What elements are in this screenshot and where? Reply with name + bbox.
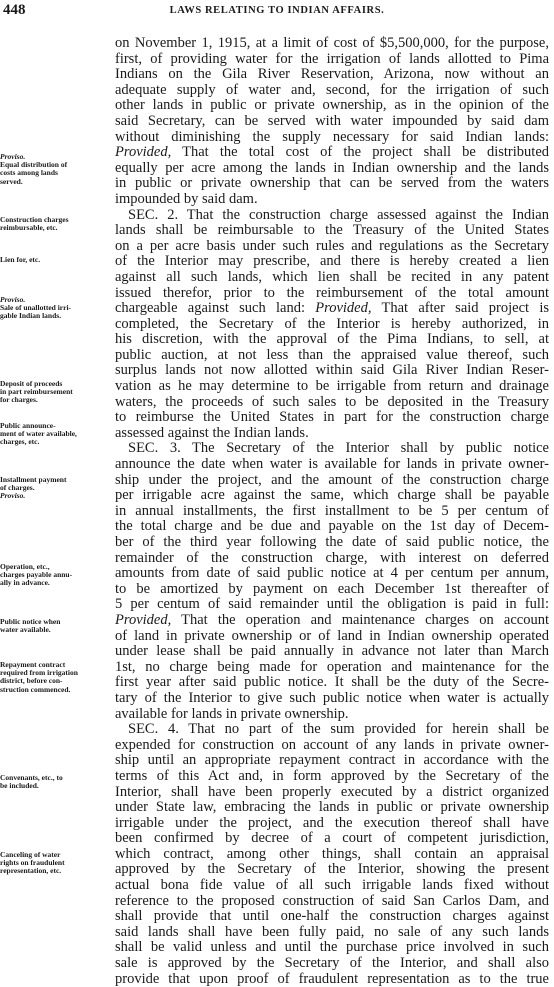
body-line: Provided, That the operation and maintenance charges on account <box>115 612 549 628</box>
body-line: his discretion, with the approval of the Pima Indians, to sell, at <box>115 332 549 348</box>
margin-note <box>0 380 112 405</box>
body-line: tary of the Interior to give such public notice when water is actually <box>115 690 549 706</box>
body-line: SEC. 3. The Secretary of the Interior shall by public notice <box>128 441 549 457</box>
margin-note-line: district, before con- <box>0 676 63 686</box>
margin-note-line: charges payable annu- <box>0 570 73 580</box>
body-line: remainder of the construction charge, with interest on deferred <box>115 550 549 566</box>
body-line: surplus lands not now allotted within said Gila River Indian Reser- <box>115 363 549 379</box>
body-line: actual bona fide value of all such irrigable lands fixed without <box>115 878 549 894</box>
body-line: to be amortized by payment on each December 1st thereafter of <box>115 581 549 597</box>
body-line: public auction, at not less than the appraised value thereof, such <box>115 347 549 363</box>
body-line: approved by the Secretary of the Interior, showing the present <box>115 862 549 878</box>
body-line: Provided, That the total cost of the project shall be distributed <box>115 145 549 161</box>
body-line: SEC. 2. That the construction charge assessed against the Indian <box>128 207 549 223</box>
page-number: 448 <box>3 2 26 18</box>
body-line: ship until an appropriate repayment contract in accordance with the <box>115 753 549 769</box>
body-line: adequate supply of water and, second, for the irrigation of such <box>115 82 549 98</box>
body-line: of the Interior may prescribe, and there is hereby created a lien <box>115 254 549 270</box>
margin-note-line: gable Indian lands. <box>0 311 62 321</box>
margin-note-line: ment of water available, <box>0 429 77 439</box>
body-line: vation as he may determine to be irrigable from return and drainage <box>115 379 549 395</box>
margin-note-line: of charges. <box>0 483 35 493</box>
body-line: against all such lands, which lien shall be recited in any patent <box>115 269 549 285</box>
margin-note-line: rights on fraudulent <box>0 858 65 868</box>
body-line: per irrigable acre against the same, which charge shall be payable <box>115 488 549 504</box>
margin-note-line: required from irrigation <box>0 668 78 678</box>
margin-note-line: ally in advance. <box>0 578 50 588</box>
margin-note <box>0 296 112 321</box>
margin-note-line: Public announce- <box>0 421 56 430</box>
margin-note <box>0 256 112 264</box>
body-line: amounts from date of said public notice at 4 per centum per annum, <box>115 566 549 582</box>
margin-note-line: Canceling of water <box>0 850 61 859</box>
body-line: issued therefor, prior to the reimbursement of the total amount <box>115 285 549 301</box>
margin-note <box>0 216 112 232</box>
margin-note <box>0 851 112 876</box>
body-line: 1st, no charge being made for operation and maintenance for the <box>115 659 549 675</box>
body-line: impounded by said dam. <box>115 191 258 207</box>
body-line: which contract, among other things, shall contain an appraisal <box>115 846 549 862</box>
body-line: first year after said public notice. It shall be the duty of the Secre- <box>115 675 549 691</box>
body-line: Indians on the Gila River Reservation, Arizona, now without an <box>115 67 549 83</box>
body-line: completed, the Secretary of the Interior is hereby authorized, in <box>115 316 549 332</box>
body-line: under lease shall be paid annually in advance not later than March <box>115 644 549 660</box>
margin-note-line: Construction charges <box>0 215 69 224</box>
body-line: on November 1, 1915, at a limit of cost of $5,500,000, for the purpose, <box>115 36 549 51</box>
page-header <box>0 2 554 22</box>
body-line: terms of this Act and, in form approved by the Secretary of the <box>115 768 549 784</box>
body-line: irrigable under the project, and the execution thereof shall have <box>115 815 549 831</box>
margin-note-line: struction commenced. <box>0 684 71 694</box>
body-text <box>115 36 549 987</box>
body-line: been confirmed by decree of a court of competent jurisdiction, <box>115 831 549 847</box>
body-line: ber of the third year following the date of said public notice, the <box>115 535 549 550</box>
body-line: ship under the project, and the amount of the construction charge <box>115 472 549 488</box>
margin-note-line: Installment payment <box>0 475 67 484</box>
body-line: waters, the proceeds of such sales to be deposited in the Treasury <box>115 394 549 410</box>
margin-note-line: Proviso. <box>0 152 26 161</box>
body-line: provide that upon proof of fraudulent representation as to the true <box>115 971 549 987</box>
body-line: said Secretary, can be served with water impounded by said dam <box>115 113 549 129</box>
body-line: equally per acre among the lands in Indian ownership and the lands <box>115 160 549 176</box>
margin-note-line: reimbursable, etc. <box>0 223 58 233</box>
margin-note-line: in part reimbursement <box>0 387 73 397</box>
body-line: expended for construction on account of any lands in private owner- <box>115 737 549 753</box>
margin-note <box>0 422 112 447</box>
margin-note-line: Operation, etc., <box>0 562 50 571</box>
margin-note <box>0 476 112 501</box>
body-line: in annual installments, the first installment to be 5 per centum of <box>115 503 549 519</box>
margin-note-line: Lien for, etc. <box>0 255 41 264</box>
body-line: lands shall be reimbursable to the Treasury of the United States <box>115 223 549 239</box>
body-line: of land in private ownership or of land in Indian ownership operated <box>115 628 549 644</box>
margin-note <box>0 618 112 634</box>
margin-note-line: Convenants, etc., to <box>0 773 63 782</box>
body-line: Interior, shall have been properly executed by a district organized <box>115 784 549 800</box>
margin-note-line: Public notice when <box>0 617 61 626</box>
margin-note <box>0 153 112 186</box>
body-line: reference to the proposed construction of said San Carlos Dam, and <box>115 893 549 909</box>
body-line: shall provide that until one-half the construction charges against <box>115 909 549 925</box>
margin-note-line: be included. <box>0 781 39 791</box>
running-title: LAWS RELATING TO INDIAN AFFAIRS. <box>169 5 385 16</box>
margin-note-line: Sale of unallotted irri- <box>0 303 72 313</box>
margin-note-line: Deposit of proceeds <box>0 379 63 388</box>
body-line: sale is approved by the Secretary of the Interior, and shall also <box>115 956 549 972</box>
margin-note-line: water available. <box>0 625 51 635</box>
body-line: on a per acre basis under such rules and regulations as the Secretary <box>115 238 549 254</box>
margin-note-line: costs among lands <box>0 168 58 178</box>
margin-note-line: Proviso. <box>0 295 26 304</box>
margin-note-line: served. <box>0 176 23 186</box>
body-line: under State law, embracing the lands in public or private ownership <box>115 800 549 816</box>
body-line: SEC. 4. That no part of the sum provided for herein shall be <box>128 722 549 738</box>
body-line: to reimburse the United States in part for the construction charge <box>115 410 549 426</box>
margin-note <box>0 661 112 694</box>
body-line: announce the date when water is available for lands in private owner- <box>115 457 549 473</box>
body-line: 5 per centum of said remainder until the obligation is paid in full: <box>115 597 549 613</box>
margin-note-line: Equal distribution of <box>0 160 68 170</box>
margin-note-line: for charges. <box>0 395 38 405</box>
body-line: available for lands in private ownership. <box>115 706 349 722</box>
body-line: said lands shall have been fully paid, no sale of any such lands <box>115 924 549 940</box>
body-line: first, of providing water for the irrigation of lands allotted to Pima <box>115 51 549 67</box>
margin-note-line: Proviso. <box>0 491 26 501</box>
body-line: without diminishing the supply necessary for said Indian lands: <box>115 129 549 145</box>
margin-note-line: Repayment contract <box>0 660 66 669</box>
body-line: assessed against the Indian lands. <box>115 425 309 441</box>
body-line: chargeable against such land: Provided, That after said project is <box>115 301 549 317</box>
margin-note-line: representation, etc. <box>0 866 62 876</box>
margin-note <box>0 563 112 588</box>
body-line: the total charge and be due and payable on the 1st day of Decem- <box>115 519 549 535</box>
margin-note <box>0 774 112 790</box>
body-line: in public or private ownership that can be served from the waters <box>115 176 549 192</box>
body-line: shall be valid unless and until the purchase price involved in such <box>115 940 549 956</box>
body-line: other lands in public or private ownership, as in the opinion of the <box>115 98 549 114</box>
margin-note-line: charges, etc. <box>0 437 40 447</box>
